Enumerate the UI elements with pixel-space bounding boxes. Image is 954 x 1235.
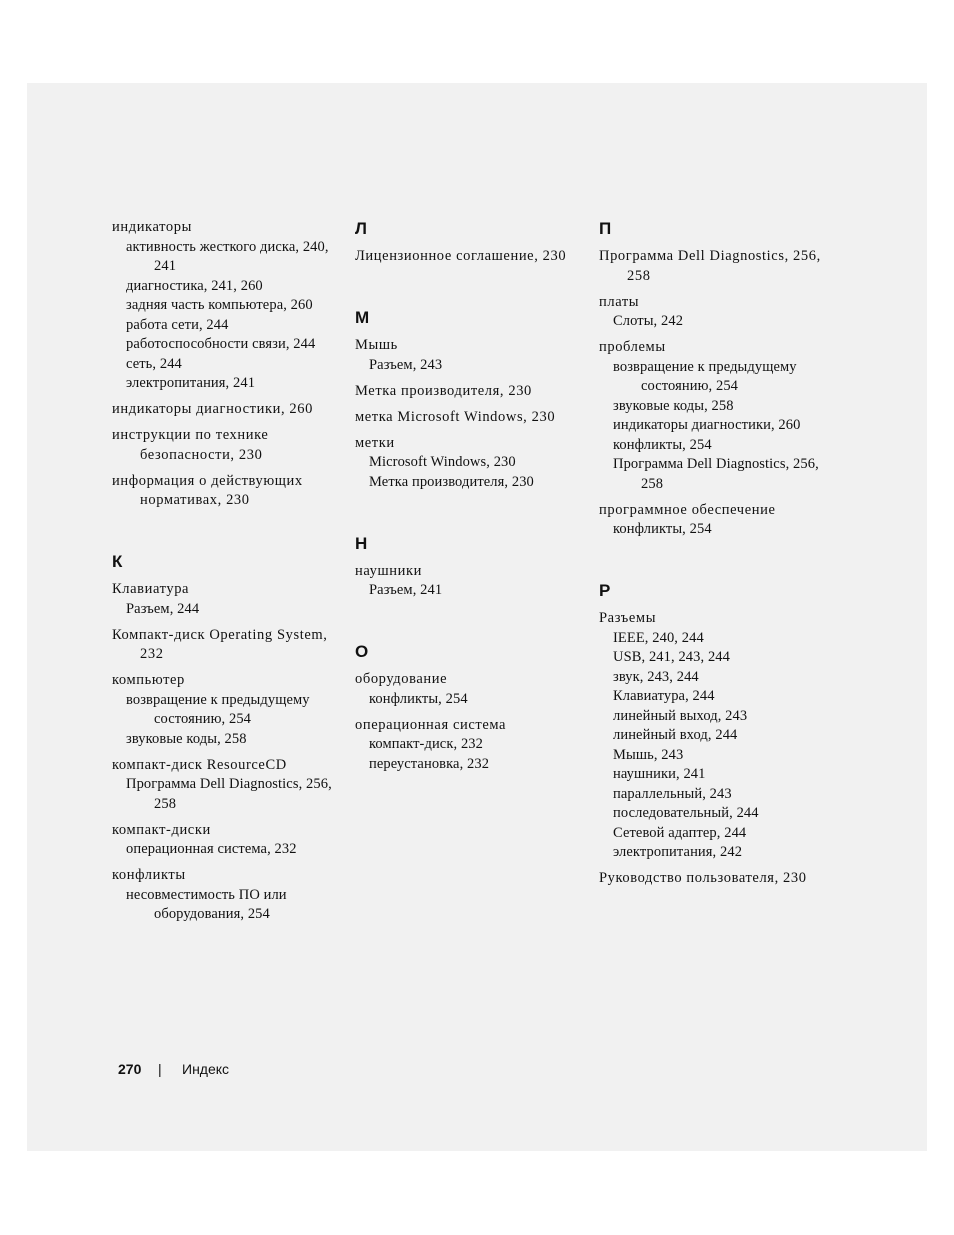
index-main-term: компакт-диски (112, 821, 211, 838)
index-entry (355, 562, 590, 601)
index-sub-term: конфликты, 254 (613, 521, 712, 537)
index-entry (112, 426, 347, 465)
index-main-term: метка Microsoft Windows, 230 (355, 408, 556, 425)
index-main-term: Программа Dell Diagnostics, 256, 258 (599, 248, 821, 284)
index-sub-term: компакт-диск, 232 (369, 736, 483, 752)
index-entry (355, 434, 590, 493)
index-sub-term: наушники, 241 (613, 766, 706, 782)
index-sub-term: USB, 241, 243, 244 (613, 649, 731, 665)
index-letter-heading: М (355, 308, 370, 327)
index-entry (599, 338, 834, 494)
index-sub-term: конфликты, 254 (369, 690, 468, 707)
index-sub-term: звук, 243, 244 (613, 668, 699, 685)
index-sub-term: работа сети, 244 (126, 316, 229, 333)
index-entry (112, 756, 347, 815)
index-entry (355, 382, 590, 402)
index-main-term: наушники (355, 562, 422, 579)
index-sub-term: конфликты, 254 (613, 436, 712, 453)
footer-separator: | (158, 1061, 162, 1077)
index-sub-term: операционная система, 232 (126, 841, 297, 857)
index-entry (112, 671, 347, 749)
index-main-term: конфликты (112, 867, 186, 883)
index-letter-heading: Н (355, 533, 368, 553)
index-main-term: платы (599, 293, 640, 310)
index-main-term: метки (355, 434, 395, 451)
index-main-term: компакт-диск ResourceCD (112, 756, 287, 773)
index-letter-heading: П (599, 219, 612, 238)
index-entry (112, 472, 347, 511)
group-spacer (599, 546, 834, 580)
index-sub-term: Разъем, 244 (126, 600, 200, 617)
index-sub-term: звуковые коды, 258 (126, 730, 247, 747)
index-main-term: Клавиатура (112, 581, 190, 597)
index-entry (599, 869, 834, 889)
group-spacer (355, 499, 590, 533)
index-main-term: информация о действующих нормативах, 230 (112, 472, 303, 508)
index-sub-term: Программа Dell Diagnostics, 256, 258 (126, 776, 332, 812)
index-sub-term: звуковые коды, 258 (613, 397, 734, 414)
index-sub-term: работоспособности связи, 244 (126, 336, 316, 352)
index-sub-term: диагностика, 241, 260 (126, 277, 263, 294)
index-entry (355, 336, 590, 375)
index-column-1 (112, 218, 347, 931)
index-entry (112, 821, 347, 860)
index-main-term: Разъемы (599, 610, 657, 626)
index-entry (599, 293, 834, 332)
group-spacer (355, 273, 590, 307)
index-sub-term: линейный выход, 243 (613, 707, 748, 724)
index-entry (112, 580, 347, 619)
index-letter-heading: Л (355, 219, 367, 238)
index-sub-term: Разъем, 243 (369, 356, 443, 373)
index-sub-term: электропитания, 242 (613, 844, 743, 860)
index-letter-heading: Р (599, 581, 611, 600)
index-column-3 (599, 218, 834, 895)
index-main-term: оборудование (355, 671, 448, 687)
index-sub-term: активность жесткого диска, 240, 241 (126, 238, 329, 274)
index-main-term: Мышь (355, 337, 398, 353)
index-entry (112, 866, 347, 925)
index-sub-term: несовместимость ПО или оборудования, 254 (126, 886, 287, 922)
index-main-term: индикаторы (112, 219, 192, 235)
index-entry (355, 408, 590, 428)
index-main-term: операционная система (355, 716, 507, 733)
index-entry (599, 247, 834, 286)
index-entry (355, 716, 590, 775)
index-sub-term: Разъем, 241 (369, 582, 443, 598)
page-number: 270 (118, 1061, 142, 1077)
index-entry (112, 218, 347, 394)
index-sub-term: линейный вход, 244 (613, 727, 738, 743)
group-spacer (112, 517, 347, 551)
index-main-term: компьютер (112, 672, 185, 688)
index-main-term: Компакт-диск Operating System, 232 (112, 626, 328, 662)
footer-section-label: Индекс (182, 1061, 230, 1077)
index-sub-term: сеть, 244 (126, 355, 182, 372)
index-sub-term: Сетевой адаптер, 244 (613, 824, 747, 841)
index-sub-term: Мышь, 243 (613, 746, 684, 763)
index-sub-term: задняя часть компьютера, 260 (126, 297, 313, 313)
index-sub-term: электропитания, 241 (126, 375, 256, 391)
index-sub-term: возвращение к предыдущему состоянию, 254 (613, 358, 797, 394)
index-entry (112, 400, 347, 420)
index-sub-term: Программа Dell Diagnostics, 256, 258 (613, 456, 819, 492)
index-letter-heading: К (112, 552, 123, 571)
index-entry (599, 501, 834, 540)
index-sub-term: IEEE, 240, 244 (613, 629, 704, 646)
index-main-term: проблемы (599, 339, 666, 355)
index-entry (112, 626, 347, 665)
index-main-term: Метка производителя, 230 (355, 382, 532, 399)
group-spacer (355, 607, 590, 641)
index-entry (599, 609, 834, 863)
index-sub-term: переустановка, 232 (369, 755, 490, 772)
index-main-term: программное обеспечение (599, 501, 776, 518)
index-main-term: инструкции по технике безопасности, 230 (112, 427, 269, 463)
index-letter-heading: О (355, 642, 369, 661)
index-entry (355, 670, 590, 709)
index-sub-term: параллельный, 243 (613, 785, 732, 802)
index-column-2 (355, 218, 590, 781)
index-sub-term: Microsoft Windows, 230 (369, 454, 516, 470)
index-sub-term: Слоты, 242 (613, 313, 684, 329)
index-main-term: Руководство пользователя, 230 (599, 870, 807, 886)
index-main-term: Лицензионное соглашение, 230 (355, 248, 567, 264)
index-sub-term: Метка производителя, 230 (369, 473, 534, 490)
index-sub-term: Клавиатура, 244 (613, 688, 715, 704)
index-sub-term: последовательный, 244 (613, 805, 759, 821)
index-main-term: индикаторы диагностики, 260 (112, 401, 313, 417)
index-entry (355, 247, 590, 267)
index-sub-term: возвращение к предыдущему состоянию, 254 (126, 691, 310, 727)
index-sub-term: индикаторы диагностики, 260 (613, 417, 801, 433)
